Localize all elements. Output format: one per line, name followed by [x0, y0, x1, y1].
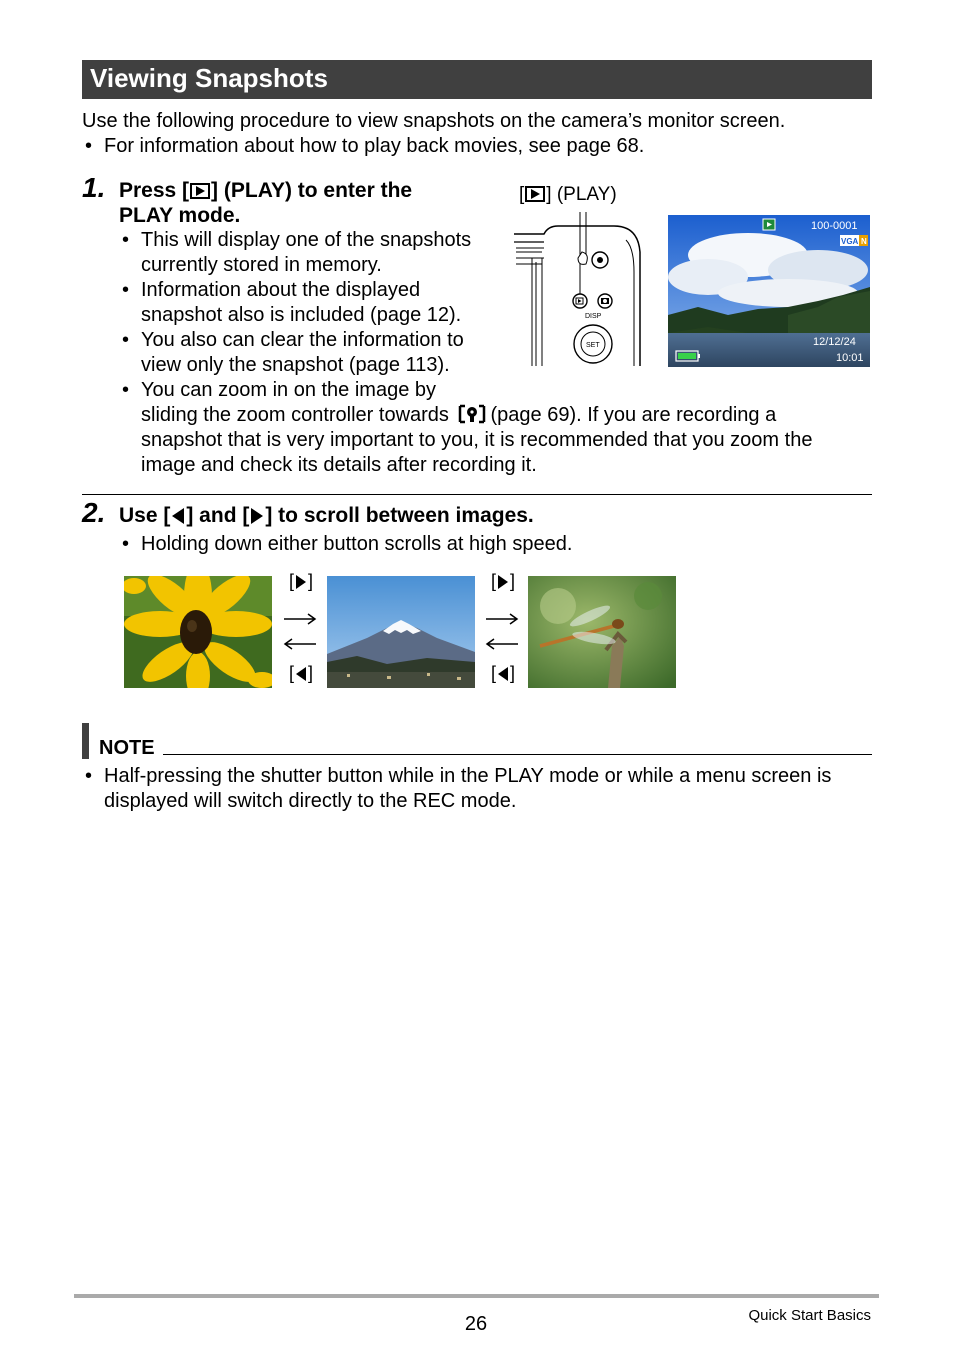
monitor-screen-image	[668, 215, 870, 367]
screen-time: 10:01	[836, 352, 864, 364]
footer-rule	[74, 1294, 879, 1298]
step-1-bullet-1: • This will display one of the snapshots currently stored in memory.	[122, 229, 472, 276]
sunflower-image	[124, 576, 272, 688]
image-size: VGA	[841, 237, 859, 246]
zoom-tele-icon	[458, 404, 486, 424]
next-label-1: [ ]	[288, 571, 314, 591]
prev-label-2: [ ]	[490, 663, 516, 683]
set-label: SET	[586, 342, 600, 349]
right-arrow-icon	[498, 575, 508, 589]
step-1-number: 1.	[82, 172, 106, 203]
step-1-heading-line2: PLAY mode.	[119, 204, 241, 227]
mount-fuji-image	[327, 576, 475, 688]
prev-label-1: [ ]	[288, 663, 314, 683]
camera-back-illustration	[514, 212, 644, 368]
right-arrow-icon	[296, 575, 306, 589]
step-1-bullet-2: • Information about the displayed snapshot also is included (page 12).	[122, 279, 462, 326]
scroll-arrows-2	[484, 611, 520, 651]
file-number: 100-0001	[811, 220, 858, 232]
step-divider	[82, 494, 872, 495]
disp-label: DISP	[585, 313, 602, 320]
scroll-arrows-1	[282, 611, 318, 651]
note-bullet: • Half-pressing the shutter button while in the PLAY mode or while a menu screen is displayed will switch directly to the REC mode.	[85, 765, 832, 812]
step-1-bullet-3: • You also can clear the information to view only the snapshot (page 113).	[122, 329, 464, 376]
step-1-bullet-4: • You can zoom in on the image by sliding the zoom controller towards (page 69). If you are recording a snapshot that is very important to you, it is recommended that you zoom the image and check its details after recording it.	[122, 379, 813, 476]
image-quality: N	[861, 237, 867, 246]
step-2-bullet: • Holding down either button scrolls at high speed.	[122, 533, 573, 555]
intro-bullet: • For information about how to play back movies, see page 68.	[85, 135, 645, 157]
left-arrow-icon	[498, 667, 508, 681]
section-title-bar	[82, 60, 872, 99]
left-arrow-icon	[172, 508, 184, 524]
footer-section: Quick Start Basics	[748, 1307, 871, 1324]
section-title: Viewing Snapshots	[90, 63, 328, 93]
step-1-heading: Press [ ] (PLAY) to enter the	[119, 179, 413, 202]
note-label: NOTE	[99, 737, 155, 759]
screen-date: 12/12/24	[813, 336, 856, 348]
note-rule	[163, 754, 872, 755]
step-2-number: 2.	[82, 497, 106, 528]
left-arrow-icon	[296, 667, 306, 681]
intro-text: Use the following procedure to view snapshots on the camera’s monitor screen.	[82, 110, 786, 132]
step-2-heading: Use [ ] and [ ] to scroll between images.	[119, 504, 534, 527]
next-label-2: [ ]	[490, 571, 516, 591]
note-marker	[82, 723, 89, 759]
dragonfly-image	[528, 576, 676, 688]
play-button-icon	[190, 183, 210, 199]
play-button-icon	[525, 186, 545, 202]
play-figure-label: [ ] (PLAY)	[519, 184, 617, 205]
right-arrow-icon	[251, 508, 263, 524]
page-number: 26	[464, 1313, 488, 1335]
